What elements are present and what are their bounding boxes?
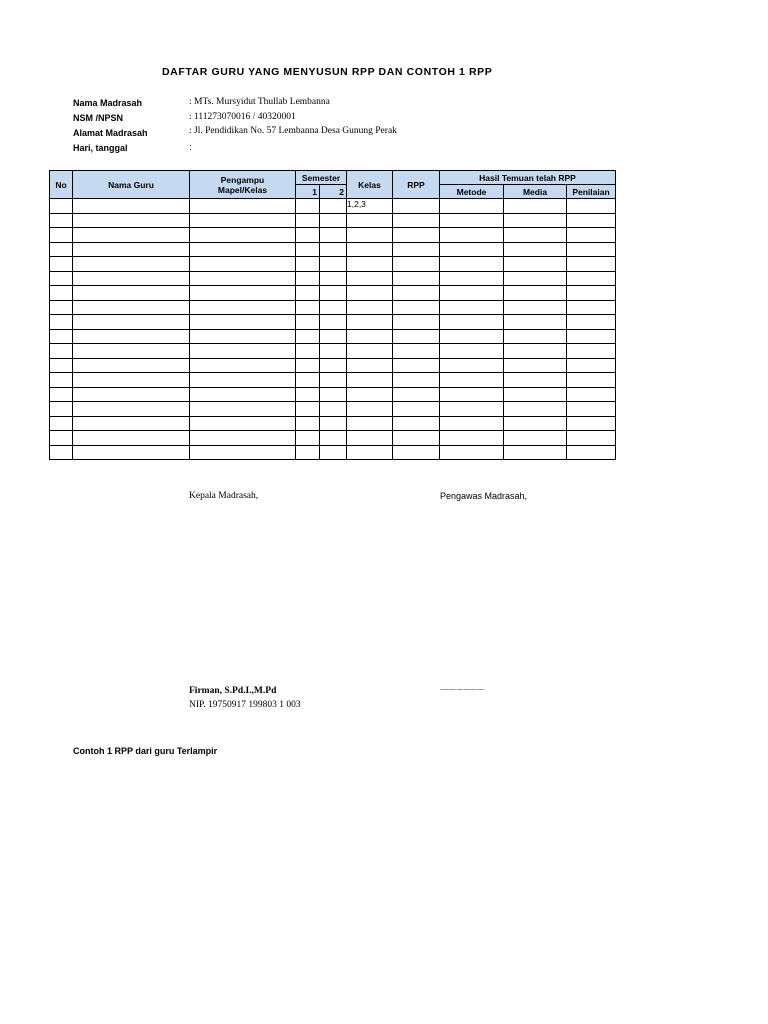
table-cell — [190, 329, 296, 344]
table-cell — [504, 242, 567, 257]
table-cell — [440, 199, 504, 214]
table-row — [50, 199, 616, 214]
table-cell — [320, 286, 347, 301]
table-cell — [50, 387, 73, 402]
table-row — [50, 344, 616, 359]
table-cell — [50, 416, 73, 431]
info-label-nama-madrasah: Nama Madrasah — [73, 98, 143, 108]
table-cell — [440, 300, 504, 315]
table-cell — [50, 431, 73, 446]
table-cell — [393, 286, 440, 301]
table-cell — [50, 329, 73, 344]
info-label-alamat: Alamat Madrasah — [73, 128, 148, 138]
table-cell — [347, 445, 393, 460]
table-cell — [190, 199, 296, 214]
table-cell — [393, 344, 440, 359]
table-cell — [73, 373, 190, 388]
table-cell — [320, 271, 347, 286]
table-cell — [296, 431, 320, 446]
table-cell — [73, 431, 190, 446]
header-rpp: RPP — [393, 171, 440, 199]
table-cell — [320, 228, 347, 243]
table-cell — [320, 315, 347, 330]
table-cell — [393, 242, 440, 257]
pengawas-name-line: ...................................... — [440, 686, 485, 692]
table-cell — [567, 445, 616, 460]
table-cell — [73, 387, 190, 402]
table-cell — [320, 445, 347, 460]
header-no: No — [50, 171, 73, 199]
table-cell — [440, 242, 504, 257]
table-cell — [504, 199, 567, 214]
table-cell — [440, 445, 504, 460]
table-cell — [567, 271, 616, 286]
table-cell — [296, 271, 320, 286]
table-cell — [393, 228, 440, 243]
table-cell — [440, 431, 504, 446]
table-cell — [190, 387, 296, 402]
table-cell — [567, 300, 616, 315]
table-cell — [296, 445, 320, 460]
table-cell — [296, 358, 320, 373]
table-cell — [440, 402, 504, 417]
table-cell — [50, 199, 73, 214]
table-cell — [440, 213, 504, 228]
table-cell — [320, 387, 347, 402]
teacher-table — [49, 170, 616, 460]
table-cell — [296, 315, 320, 330]
table-row — [50, 358, 616, 373]
table-cell — [190, 271, 296, 286]
table-cell — [347, 402, 393, 417]
table-cell — [567, 199, 616, 214]
table-cell — [504, 257, 567, 272]
table-cell — [190, 344, 296, 359]
table-cell — [50, 271, 73, 286]
table-cell — [567, 228, 616, 243]
table-cell — [73, 199, 190, 214]
kepala-madrasah-title: Kepala Madrasah, — [189, 491, 259, 501]
table-cell — [440, 358, 504, 373]
table-cell — [393, 300, 440, 315]
table-cell — [440, 387, 504, 402]
table-row — [50, 257, 616, 272]
table-cell — [567, 373, 616, 388]
header-metode: Metode — [440, 185, 504, 199]
table-cell — [73, 358, 190, 373]
table-cell — [296, 242, 320, 257]
table-cell — [347, 315, 393, 330]
table-row — [50, 416, 616, 431]
table-cell — [440, 344, 504, 359]
table-cell — [50, 402, 73, 417]
table-row — [50, 300, 616, 315]
table-cell — [567, 286, 616, 301]
table-row — [50, 431, 616, 446]
table-cell — [190, 373, 296, 388]
table-cell — [347, 271, 393, 286]
table-cell — [393, 199, 440, 214]
table-cell — [50, 242, 73, 257]
table-cell — [567, 315, 616, 330]
table-cell — [567, 416, 616, 431]
table-cell — [504, 329, 567, 344]
table-cell — [73, 416, 190, 431]
table-row — [50, 373, 616, 388]
info-value-nsm: : 111273070016 / 40320001 — [189, 112, 296, 122]
table-cell — [567, 242, 616, 257]
table-cell — [73, 445, 190, 460]
table-cell — [504, 358, 567, 373]
footer-note: Contoh 1 RPP dari guru Terlampir — [73, 746, 218, 756]
kepala-madrasah-nip: NIP. 19750917 199803 1 003 — [189, 700, 301, 710]
table-row — [50, 387, 616, 402]
table-cell — [347, 373, 393, 388]
table-cell — [190, 300, 296, 315]
table-cell — [393, 387, 440, 402]
table-cell — [296, 286, 320, 301]
table-cell — [393, 373, 440, 388]
table-cell — [393, 271, 440, 286]
table-cell — [296, 402, 320, 417]
table-cell — [347, 329, 393, 344]
header-semester-2: 2 — [320, 185, 347, 199]
table-cell — [320, 358, 347, 373]
table-cell — [320, 257, 347, 272]
table-cell — [347, 387, 393, 402]
table-cell — [73, 257, 190, 272]
table-cell — [190, 242, 296, 257]
info-label-hari-tanggal: Hari, tanggal — [73, 143, 128, 153]
table-cell — [190, 315, 296, 330]
info-value-nama-madrasah: : MTs. Mursyidut Thullab Lembanna — [189, 97, 330, 107]
table-cell — [73, 315, 190, 330]
table-cell — [504, 228, 567, 243]
table-cell — [73, 329, 190, 344]
table-cell — [50, 286, 73, 301]
table-cell — [320, 329, 347, 344]
header-kelas: Kelas — [347, 171, 393, 199]
header-media: Media — [504, 185, 567, 199]
table-cell — [347, 286, 393, 301]
table-cell — [347, 344, 393, 359]
table-row — [50, 445, 616, 460]
table-cell — [296, 213, 320, 228]
table-cell — [504, 300, 567, 315]
table-cell — [393, 358, 440, 373]
table-row — [50, 213, 616, 228]
table-cell — [73, 213, 190, 228]
table-cell — [393, 213, 440, 228]
header-semester: Semester — [296, 171, 347, 185]
table-cell — [504, 213, 567, 228]
table-cell — [320, 300, 347, 315]
table-cell — [393, 431, 440, 446]
table-cell — [296, 329, 320, 344]
table-cell — [320, 213, 347, 228]
table-cell — [320, 416, 347, 431]
table-cell — [567, 387, 616, 402]
table-cell — [347, 431, 393, 446]
table-cell — [440, 315, 504, 330]
table-cell — [320, 431, 347, 446]
pengawas-madrasah-title: Pengawas Madrasah, — [440, 491, 528, 501]
table-cell — [347, 213, 393, 228]
table-cell — [50, 315, 73, 330]
table-cell — [347, 416, 393, 431]
table-cell — [320, 402, 347, 417]
table-cell — [320, 199, 347, 214]
table-row — [50, 315, 616, 330]
table-cell — [393, 315, 440, 330]
table-cell — [73, 286, 190, 301]
table-cell — [440, 271, 504, 286]
table-cell — [440, 286, 504, 301]
info-value-alamat: : Jl. Pendidikan No. 57 Lembanna Desa Gunung Perak — [189, 126, 397, 136]
header-penilaian: Penilaian — [567, 185, 616, 199]
table-cell — [567, 329, 616, 344]
table-cell — [393, 329, 440, 344]
info-value-hari-tanggal: : — [189, 142, 192, 153]
table-cell — [190, 213, 296, 228]
table-cell — [73, 402, 190, 417]
table-cell — [567, 344, 616, 359]
table-cell — [504, 286, 567, 301]
table-cell — [50, 228, 73, 243]
table-cell — [50, 257, 73, 272]
table-cell — [567, 431, 616, 446]
table-cell — [296, 199, 320, 214]
document-title: DAFTAR GURU YANG MENYUSUN RPP DAN CONTOH 1 RPP — [162, 66, 493, 78]
table-cell — [440, 373, 504, 388]
table-cell — [190, 445, 296, 460]
table-cell — [393, 416, 440, 431]
table-cell — [50, 213, 73, 228]
table-cell — [73, 228, 190, 243]
info-label-nsm: NSM /NPSN — [73, 113, 124, 123]
table-cell — [347, 257, 393, 272]
table-cell — [296, 373, 320, 388]
table-cell — [567, 213, 616, 228]
table-cell — [50, 373, 73, 388]
table-cell — [393, 445, 440, 460]
table-cell — [296, 387, 320, 402]
table-cell — [296, 416, 320, 431]
table-cell — [190, 257, 296, 272]
table-cell — [440, 257, 504, 272]
table-cell — [73, 344, 190, 359]
table-cell — [320, 242, 347, 257]
table-cell — [440, 329, 504, 344]
table-row — [50, 402, 616, 417]
table-cell — [567, 402, 616, 417]
table-cell — [393, 402, 440, 417]
table-cell — [190, 416, 296, 431]
table-cell — [296, 344, 320, 359]
table-cell — [393, 257, 440, 272]
table-cell — [347, 300, 393, 315]
table-cell — [50, 344, 73, 359]
table-cell — [190, 358, 296, 373]
table-cell — [347, 358, 393, 373]
table-cell — [504, 416, 567, 431]
table-row — [50, 228, 616, 243]
table-body — [50, 199, 616, 460]
table-cell — [567, 257, 616, 272]
table-cell — [440, 228, 504, 243]
table-cell — [504, 402, 567, 417]
table-cell — [504, 373, 567, 388]
table-cell — [296, 257, 320, 272]
header-nama-guru: Nama Guru — [73, 171, 190, 199]
table-cell — [190, 286, 296, 301]
header-hasil-temuan: Hasil Temuan telah RPP — [440, 171, 616, 185]
table-cell — [50, 358, 73, 373]
table-row — [50, 329, 616, 344]
kepala-madrasah-name: Firman, S.Pd.I.,M.Pd — [189, 686, 277, 696]
table-cell — [73, 242, 190, 257]
table-cell — [504, 344, 567, 359]
table-cell — [190, 228, 296, 243]
table-cell — [190, 402, 296, 417]
table-cell — [440, 416, 504, 431]
table-row — [50, 286, 616, 301]
table-cell — [320, 373, 347, 388]
table-cell — [567, 358, 616, 373]
table-cell — [73, 271, 190, 286]
table-cell — [504, 387, 567, 402]
table-cell — [504, 315, 567, 330]
table-cell — [73, 300, 190, 315]
table-cell — [347, 242, 393, 257]
table-cell — [504, 271, 567, 286]
table-cell — [347, 228, 393, 243]
table-cell — [296, 300, 320, 315]
header-pengampu: Pengampu Mapel/Kelas — [190, 171, 296, 199]
table-cell — [296, 228, 320, 243]
table-cell — [190, 431, 296, 446]
table-cell — [320, 344, 347, 359]
table-cell — [504, 445, 567, 460]
table-row — [50, 242, 616, 257]
table-cell — [50, 300, 73, 315]
table-cell: 1,2,3 — [347, 199, 393, 214]
header-semester-1: 1 — [296, 185, 320, 199]
table-row — [50, 271, 616, 286]
table-cell — [50, 445, 73, 460]
table-cell — [504, 431, 567, 446]
